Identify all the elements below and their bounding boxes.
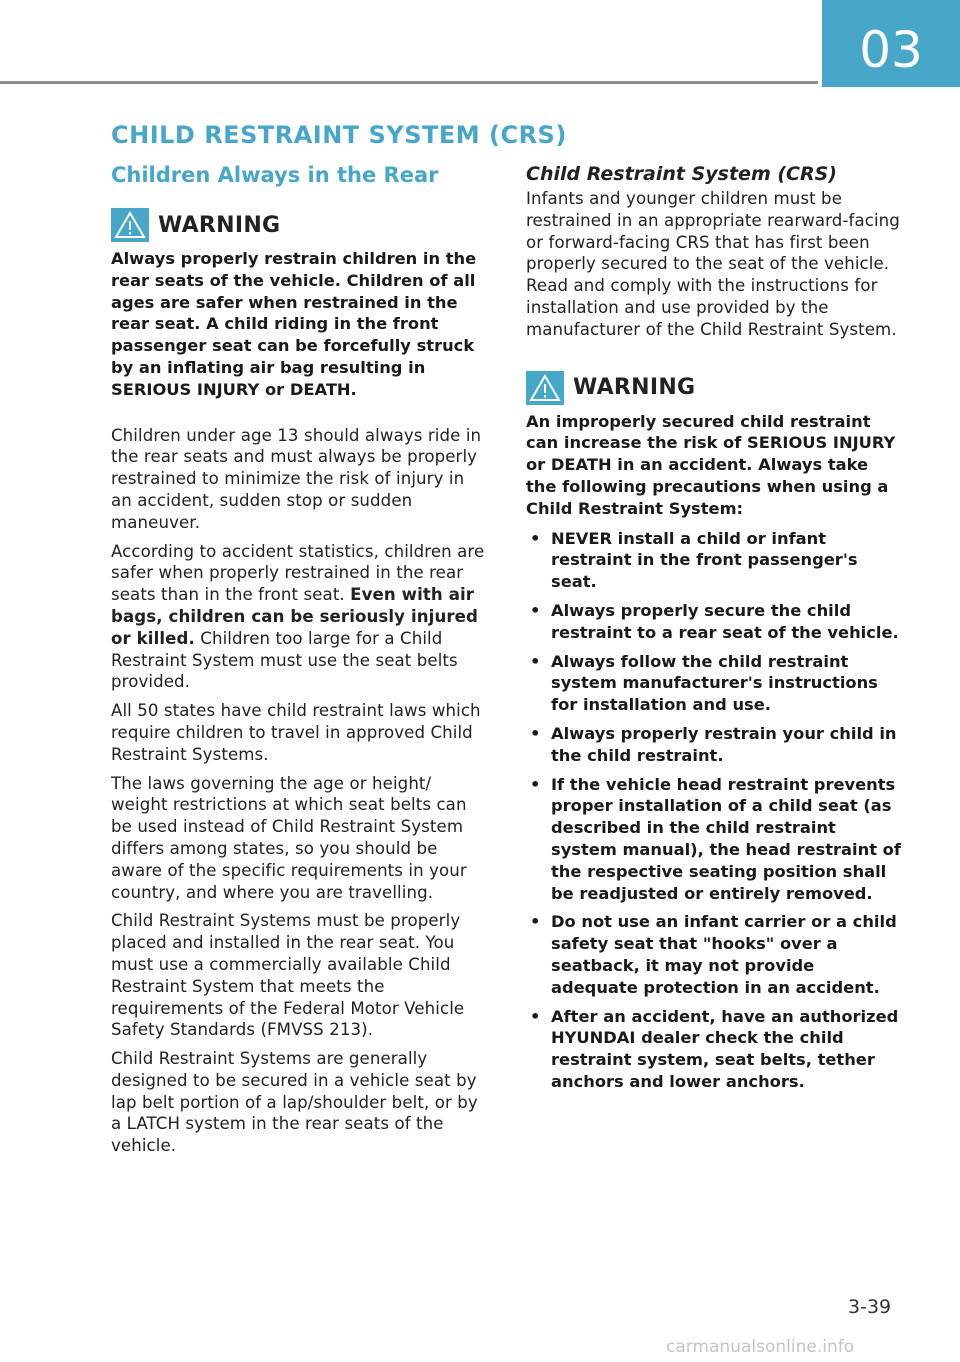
list-item: • Always properly restrain your child in the child restraint. [526,723,904,767]
chapter-number: 03 [859,21,923,79]
list-item: • Always properly secure the child restraint to a rear seat of the vehicle. [526,600,904,644]
right-warning-text: An improperly secured child restraint can increase the risk of SERIOUS INJURY or DEATH in an accident. Always take the following precautions when using a Child Restraint System: [526,411,896,518]
warning-triangle-icon [111,208,149,242]
warning-label: WARNING [158,212,281,238]
list-item: • Do not use an infant carrier or a child safety seat that "hooks" over a seatback, it may not provide adequate protection in an accident. [526,911,904,998]
left-warning-header [111,208,489,242]
right-warning-header [526,371,904,405]
warning-label: WARNING [573,375,696,401]
paragraph: Child Restraint Systems are generally designed to be secured in a vehicle seat by lap belt portion of a lap/shoulder belt, or by a LATCH system in the rear seats of the vehicle. [111,1049,478,1156]
paragraph: Child Restraint Systems must be properly placed and installed in the rear seat. You must use a commercially available Child Restraint System that meets the requirements of the Federal Motor Vehicle Safety Standards (FMVSS 213). [111,911,465,1040]
paragraph: Children under age 13 should always ride in the rear seats and must always be properly restrained to minimize the risk of injury in an accident, sudden stop or sudden maneuver. [111,425,482,532]
bold-text: Even with air bags, children can be seriously injured or killed. [111,585,478,648]
chapter-tab [822,0,960,87]
right-column [526,160,904,1100]
paragraph: Infants and younger children must be restrained in an appropriate rearward-facing or forward-facing CRS that has first been properly secured to the seat of the vehicle. Read and comply with the instructions for installation and use provided by the manufacturer of the Child Restraint System. [526,189,900,339]
page-number: 3-39 [848,1296,892,1318]
text-span: Children too large for a Child Restraint System must use the seat belts provided. [111,628,458,692]
left-warning-text: Always properly restrain children in the rear seats of the vehicle. Children of all ages are safer when restrained in the rear seat. A child riding in the front passenger seat can be forcefully struck by an inflating air bag resulting in SERIOUS INJURY or DEATH. [111,249,477,399]
paragraph: The laws governing the age or height/ weight restrictions at which seat belts can be used instead of Child Restraint System differs among states, so you should be aware of the specific requirements in your country, and where you are travelling. [111,773,467,902]
text-span: According to accident statistics, children are safer when properly restrained in the rear seats than in the front seat. [111,541,485,605]
left-subhead: Children Always in the Rear [111,163,439,187]
paragraph: All 50 states have child restraint laws which require children to travel in approved Child Restraint Systems. [111,701,481,764]
precaution-list [526,528,904,1093]
right-subhead: Child Restraint System (CRS) [526,163,837,185]
list-item: • NEVER install a child or infant restraint in the front passenger's seat. [526,528,904,593]
warning-triangle-icon [526,371,564,405]
paragraph-accident-statistics [111,541,489,694]
list-item: • Always follow the child restraint system manufacturer's instructions for installation and use. [526,651,904,716]
list-item: • If the vehicle head restraint prevents proper installation of a child seat (as described in the child restraint system manual), the head restraint of the respective seating position shall be readjusted or entirely removed. [526,774,904,905]
list-item: • After an accident, have an authorized HYUNDAI dealer check the child restraint system, seat belts, tether anchors and lower anchors. [526,1006,904,1093]
left-column [111,160,489,1164]
watermark: carmanualsonline.info [666,1337,855,1357]
section-title: CHILD RESTRAINT SYSTEM (CRS) [111,121,567,149]
header-rule [0,81,818,84]
